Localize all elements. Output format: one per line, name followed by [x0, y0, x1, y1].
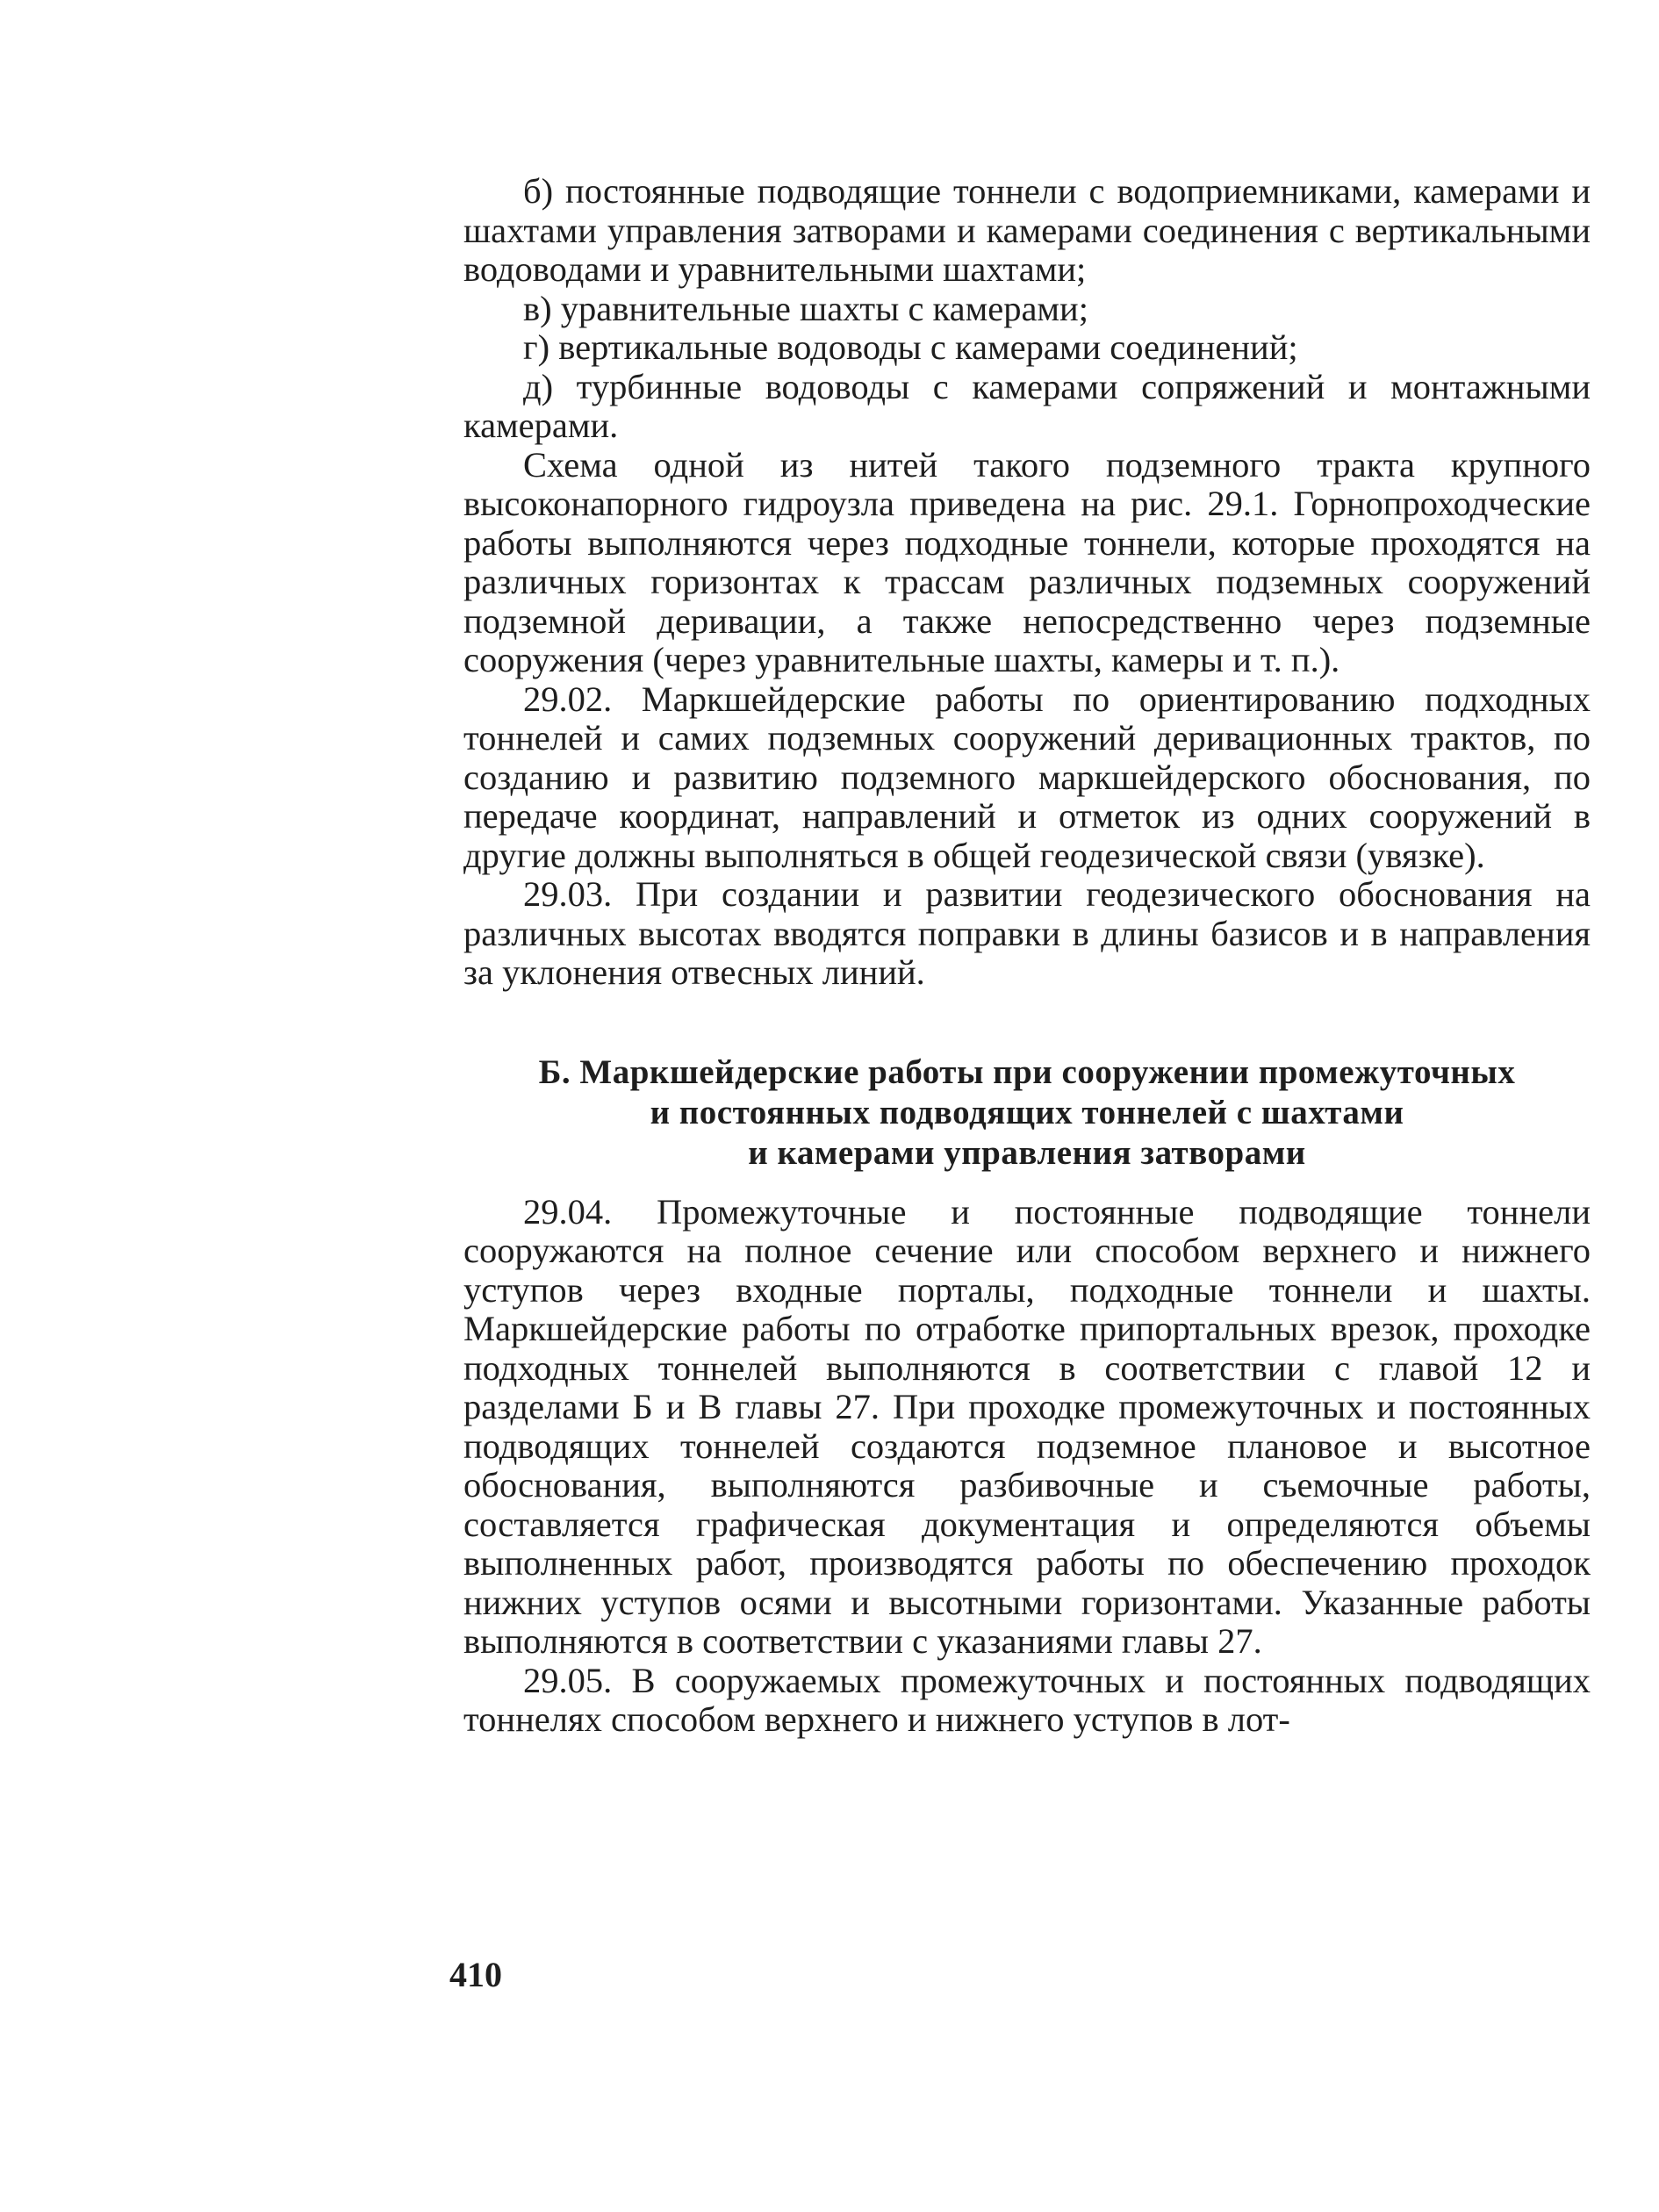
page-number: 410 — [449, 1955, 502, 1994]
paragraph-29-04: 29.04. Промежуточные и постоянные подводящие тоннели сооружаются на полное сечение или способом верхнего и нижнего уступов через входные порталы, подходные тоннели и шахты. Маркшейдерские работы по отработке припортальных врезок, проходке подходных тоннелей выполняются в соответствии с главой 12 и разделами Б и В главы 27. При проходке промежуточных и постоянных подводящих тоннелей создаются подземное плановое и высотное обоснования, выполняются разбивочные и съемочные работы, составляется графическая документация и определяются объемы выполненных работ, производятся работы по обеспечению проходок нижних уступов осями и высотными горизонтами. Указанные работы выполняются в соответствии с указаниями главы 27. — [463, 1191, 1591, 1661]
section-heading — [463, 1052, 1591, 1174]
bottom-text-block — [463, 1193, 1591, 1740]
list-item-g: г) вертикальные водоводы с камерами соединений; — [523, 327, 1298, 367]
paragraph-scheme: Схема одной из нитей такого подземного тракта крупного высоконапорного гидроузла приведена на рис. 29.1. Горнопроходческие работы выполняются через подходные тоннели, которые проходятся на различных горизонтах к трассам различных подземных сооружений подземной деривации, а также непосредственно через подземные сооружения (через уравнительные шахты, камеры и т. п.). — [463, 444, 1591, 679]
paragraph-29-02: 29.02. Маркшейдерские работы по ориентированию подходных тоннелей и самих подземных сооружений деривационных трактов, по созданию и развитию подземного маркшейдерского обоснования, по передаче координат, направлений и отметок из одних сооружений в другие должны выполняться в общей геодезической связи (увязке). — [463, 679, 1591, 875]
top-text-block — [463, 172, 1591, 993]
list-item-v: в) уравнительные шахты с камерами; — [523, 288, 1088, 328]
section-heading-line-2: и постоянных подводящих тоннелей с шахтами — [650, 1093, 1404, 1131]
section-heading-line-1: Б. Маркшейдерские работы при сооружении промежуточных — [538, 1052, 1516, 1091]
paragraph-29-05: 29.05. В сооружаемых промежуточных и постоянных подводящих тоннелях способом верхнего и нижнего уступов в лот- — [463, 1660, 1591, 1739]
list-item-d: д) турбинные водоводы с камерами сопряжений и монтажными камерами. — [463, 366, 1591, 445]
text-column — [463, 172, 1591, 1740]
list-item-b: б) постоянные подводящие тоннели с водоприемниками, камерами и шахтами управления затворами и камерами соединения с вертикальными водоводами и уравнительными шахтами; — [463, 171, 1591, 289]
paragraph-29-03: 29.03. При создании и развитии геодезического обоснования на различных высотах вводятся поправки в длины базисов и в направления за уклонения отвесных линий. — [463, 874, 1591, 992]
section-heading-line-3: и камерами управления затворами — [748, 1133, 1306, 1172]
